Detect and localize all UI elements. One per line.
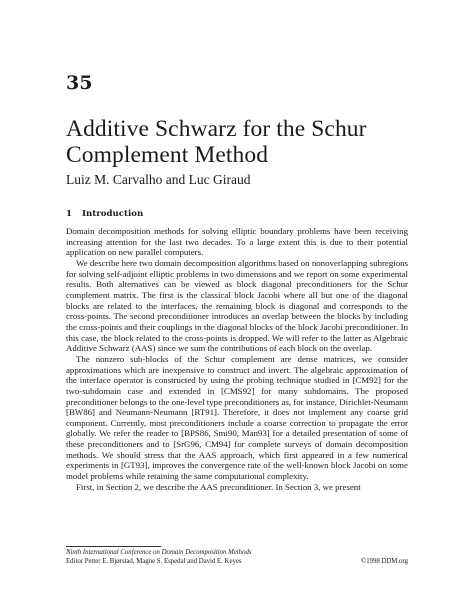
conference-name: Ninth International Conference on Domain Decomposition Methods bbox=[66, 549, 252, 556]
chapter-number: 35 bbox=[66, 72, 93, 94]
section-heading bbox=[66, 209, 143, 220]
authors: Luiz M. Carvalho and Luc Giraud bbox=[66, 172, 251, 187]
section-number: 1 bbox=[66, 209, 72, 219]
body-text bbox=[66, 226, 408, 492]
copyright: ©1998 DDM.org bbox=[361, 557, 408, 565]
page-footer bbox=[66, 549, 408, 566]
footnote-rule bbox=[66, 546, 161, 547]
paragraph-2: We describe here two domain decomposition algorithms based on nonoverlapping subregions for solving self-adjoint elliptic problems in two dimensions and we report on some experimental results. Both alternatives can be viewed as block diagonal preconditioners for the Schur complement matrix. The first is the classical block Jacobi where all but one of the diagonal blocks are related to the interfaces, the remaining block is diagonal and corresponds to the cross-points. The second preconditioner introduces an overlap between the blocks by including the cross-points and their couplings in the diagonal blocks of the block Jacobi preconditioner. In this case, the block related to the cross-points is dropped. We will refer to the latter as Algebraic Additive Schwarz (AAS) since we sum the contributions of each block on the overlap. bbox=[66, 257, 408, 354]
paper-title bbox=[66, 116, 426, 168]
paragraph-3: The nonzero sub-blocks of the Schur complement are dense matrices, we consider approximations which are inexpensive to construct and invert. The algebraic approximation of the interface operator is constructed by using the probing technique studied in [CM92] for the two-subdomain case and extended in [CMS92] for many subdomains. The proposed preconditioner belongs to the one-level type preconditioners as, for instance, Dirichlet-Neumann [BW86] and Neumann-Neumann [RT91]. Therefore, it does not implement any coarse grid component. Currently, most preconditioners include a coarse correction to propagate the error globally. We refer the reader to [BPS86, Smi90, Man93] for a detailed presentation of some of these preconditioners and to [SrG96, CM94] for complete surveys of domain decomposition methods. We should stress that the AAS approach, which first appeared in a few numerical experiments in [GT93], improves the convergence rate of the well-known block Jacobi on some model problems while retaining the same computational complexity. bbox=[66, 353, 408, 482]
paragraph-1: Domain decomposition methods for solving elliptic boundary problems have been receiving increasing attention for the last two decades. To a large extent this is due to their potential application on new parallel computers. bbox=[66, 226, 408, 258]
section-title: Introduction bbox=[82, 209, 144, 219]
editors: Editor Petter E. Bjørstad, Magne S. Espedal and David E. Keyes bbox=[66, 557, 242, 565]
paper-title-line-2: Complement Method bbox=[66, 142, 269, 168]
paper-title-line-1: Additive Schwarz for the Schur bbox=[66, 116, 367, 142]
paragraph-4: First, in Section 2, we describe the AAS preconditioner. In Section 3, we present bbox=[76, 481, 361, 492]
footer-line-2 bbox=[66, 558, 408, 567]
